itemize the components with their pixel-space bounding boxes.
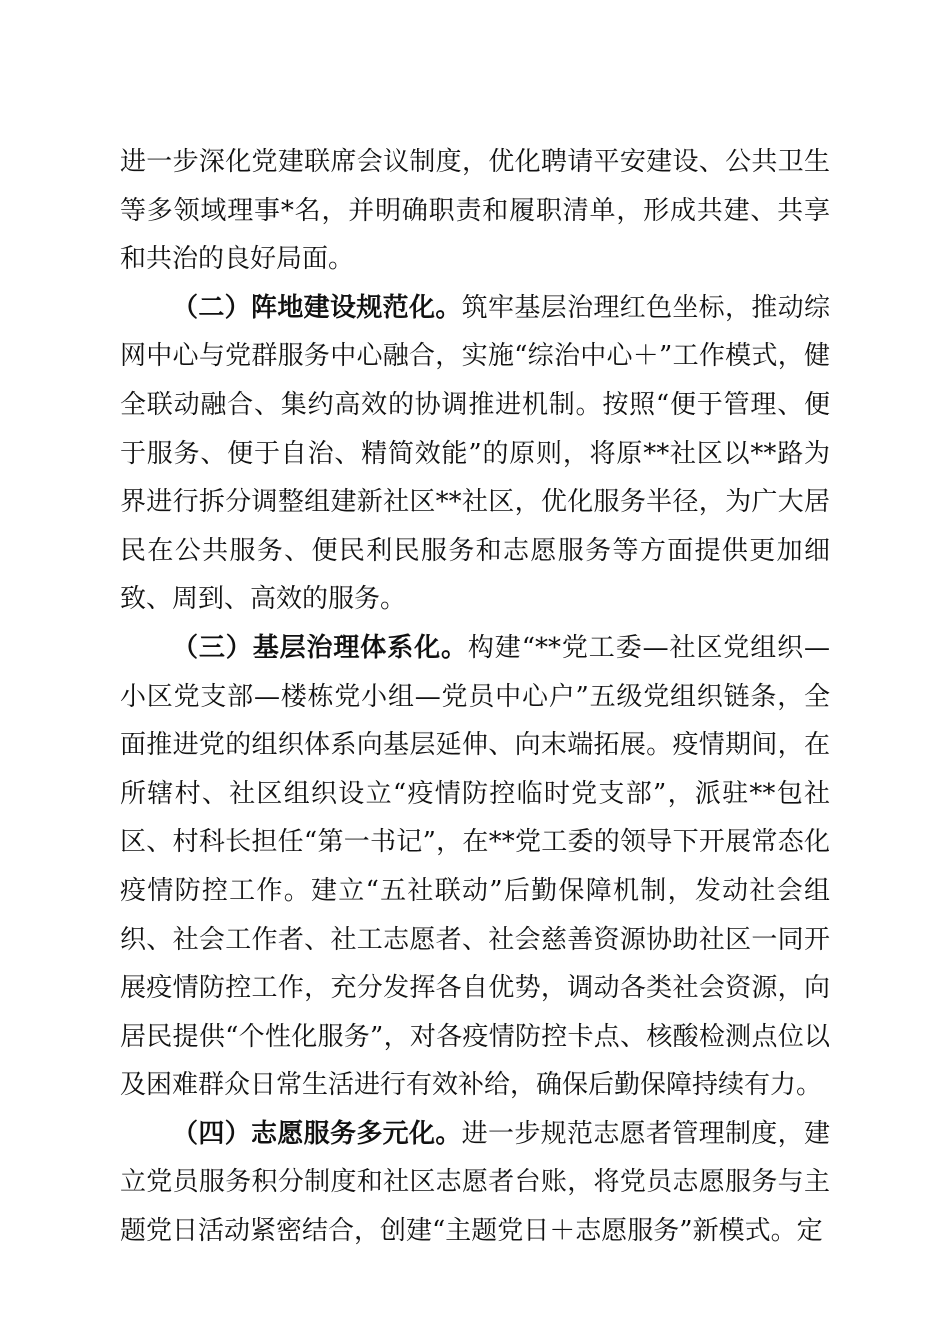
paragraph-4-heading: （四）志愿服务多元化。 [172,1118,462,1149]
paragraph-position-construction [120,284,830,624]
paragraph-grassroots-governance [120,624,830,1110]
paragraph-continuation [120,138,830,284]
paragraph-2-heading: （二）阵地建设规范化。 [172,292,462,323]
paragraph-3-heading: （三）基层治理体系化。 [172,632,468,663]
paragraph-1-body: 进一步深化党建联席会议制度，优化聘请平安建设、公共卫生等多领域理事*名，并明确职责和履职清单，形成共建、共享和共治的良好局面。 [120,147,830,275]
document-body [120,138,830,1256]
paragraph-4-body: 进一步规范志愿者管理制度，建立党员服务积分制度和社区志愿者台账，将党员志愿服务与主题党日活动紧密结合，创建“主题党日＋志愿服务”新模式。定 [120,1118,830,1247]
paragraph-volunteer-service [120,1110,830,1256]
paragraph-2-body: 筑牢基层治理红色坐标，推动综网中心与党群服务中心融合，实施“综治中心＋”工作模式，健全联动融合、集约高效的协调推进机制。按照“便于管理、便于服务、便于自治、精简效能”的原则，将原**社区以**路为界进行拆分调整组建新社区**社区，优化服务半径，为广大居民在公共服务、便民利民服务和志愿服务等方面提供更加细致、周到、高效的服务。 [120,292,830,615]
paragraph-3-body: 构建“**党工委—社区党组织—小区党支部—楼栋党小组—党员中心户”五级党组织链条，全面推进党的组织体系向基层延伸、向末端拓展。疫情期间，在所辖村、社区组织设立“疫情防控临时党支部”，派驻**包社区、村科长担任“第一书记”，在**党工委的领导下开展常态化疫情防控工作。建立“五社联动”后勤保障机制，发动社会组织、社会工作者、社工志愿者、社会慈善资源协助社区一同开展疫情防控工作，充分发挥各自优势，调动各类社会资源，向居民提供“个性化服务”，对各疫情防控卡点、核酸检测点位以及困难群众日常生活进行有效补给，确保后勤保障持续有力。 [120,632,830,1101]
